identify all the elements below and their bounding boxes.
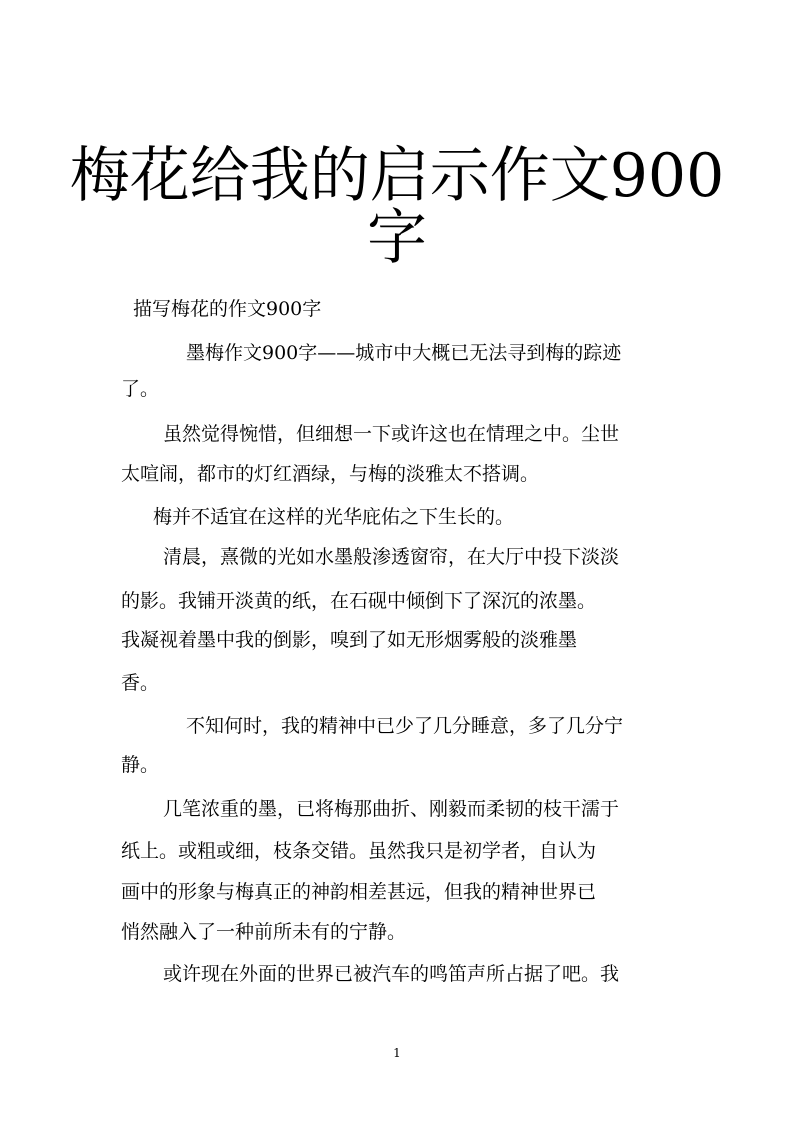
title-line-1: 梅花给我的启示作文900 bbox=[69, 141, 725, 211]
text-line: 纸上。或粗或细，枝条交错。虽然我只是初学者，自认为 bbox=[121, 840, 597, 862]
text-line: 画中的形象与梅真正的神韵相差甚远，但我的精神世界已 bbox=[121, 881, 597, 903]
text-line: 虽然觉得惋惜，但细想一下或许这也在情理之中。尘世 bbox=[163, 423, 620, 445]
text-line: 悄然融入了一种前所未有的宁静。 bbox=[121, 921, 407, 943]
text-line: 墨梅作文900字——城市中大概已无法寻到梅的踪迹 bbox=[186, 342, 622, 364]
text-line: 我凝视着墨中我的倒影，嗅到了如无形烟雾般的淡雅墨 bbox=[121, 629, 578, 651]
text-line: 梅并不适宜在这样的光华庇佑之下生长的。 bbox=[153, 506, 515, 528]
text-line: 了。 bbox=[121, 378, 160, 400]
text-line: 描写梅花的作文900字 bbox=[133, 298, 322, 320]
text-line: 静。 bbox=[121, 754, 160, 776]
page-number: 1 bbox=[393, 1046, 401, 1060]
text-line: 或许现在外面的世界已被汽车的鸣笛声所占据了吧。我 bbox=[163, 963, 620, 985]
text-line: 的影。我铺开淡黄的纸，在石砚中倾倒下了深沉的浓墨。 bbox=[121, 590, 597, 612]
text-line: 不知何时，我的精神中已少了几分睡意，多了几分宁 bbox=[186, 715, 624, 737]
text-line: 香。 bbox=[121, 672, 160, 694]
text-line: 几笔浓重的墨，已将梅那曲折、刚毅而柔韧的枝干濡于 bbox=[163, 798, 620, 820]
text-line: 太喧闹，都市的灯红酒绿，与梅的淡雅太不搭调。 bbox=[121, 463, 540, 485]
text-line: 清晨，熹微的光如水墨般渗透窗帘，在大厅中投下淡淡 bbox=[163, 546, 620, 568]
title-line-2: 字 bbox=[367, 203, 427, 273]
